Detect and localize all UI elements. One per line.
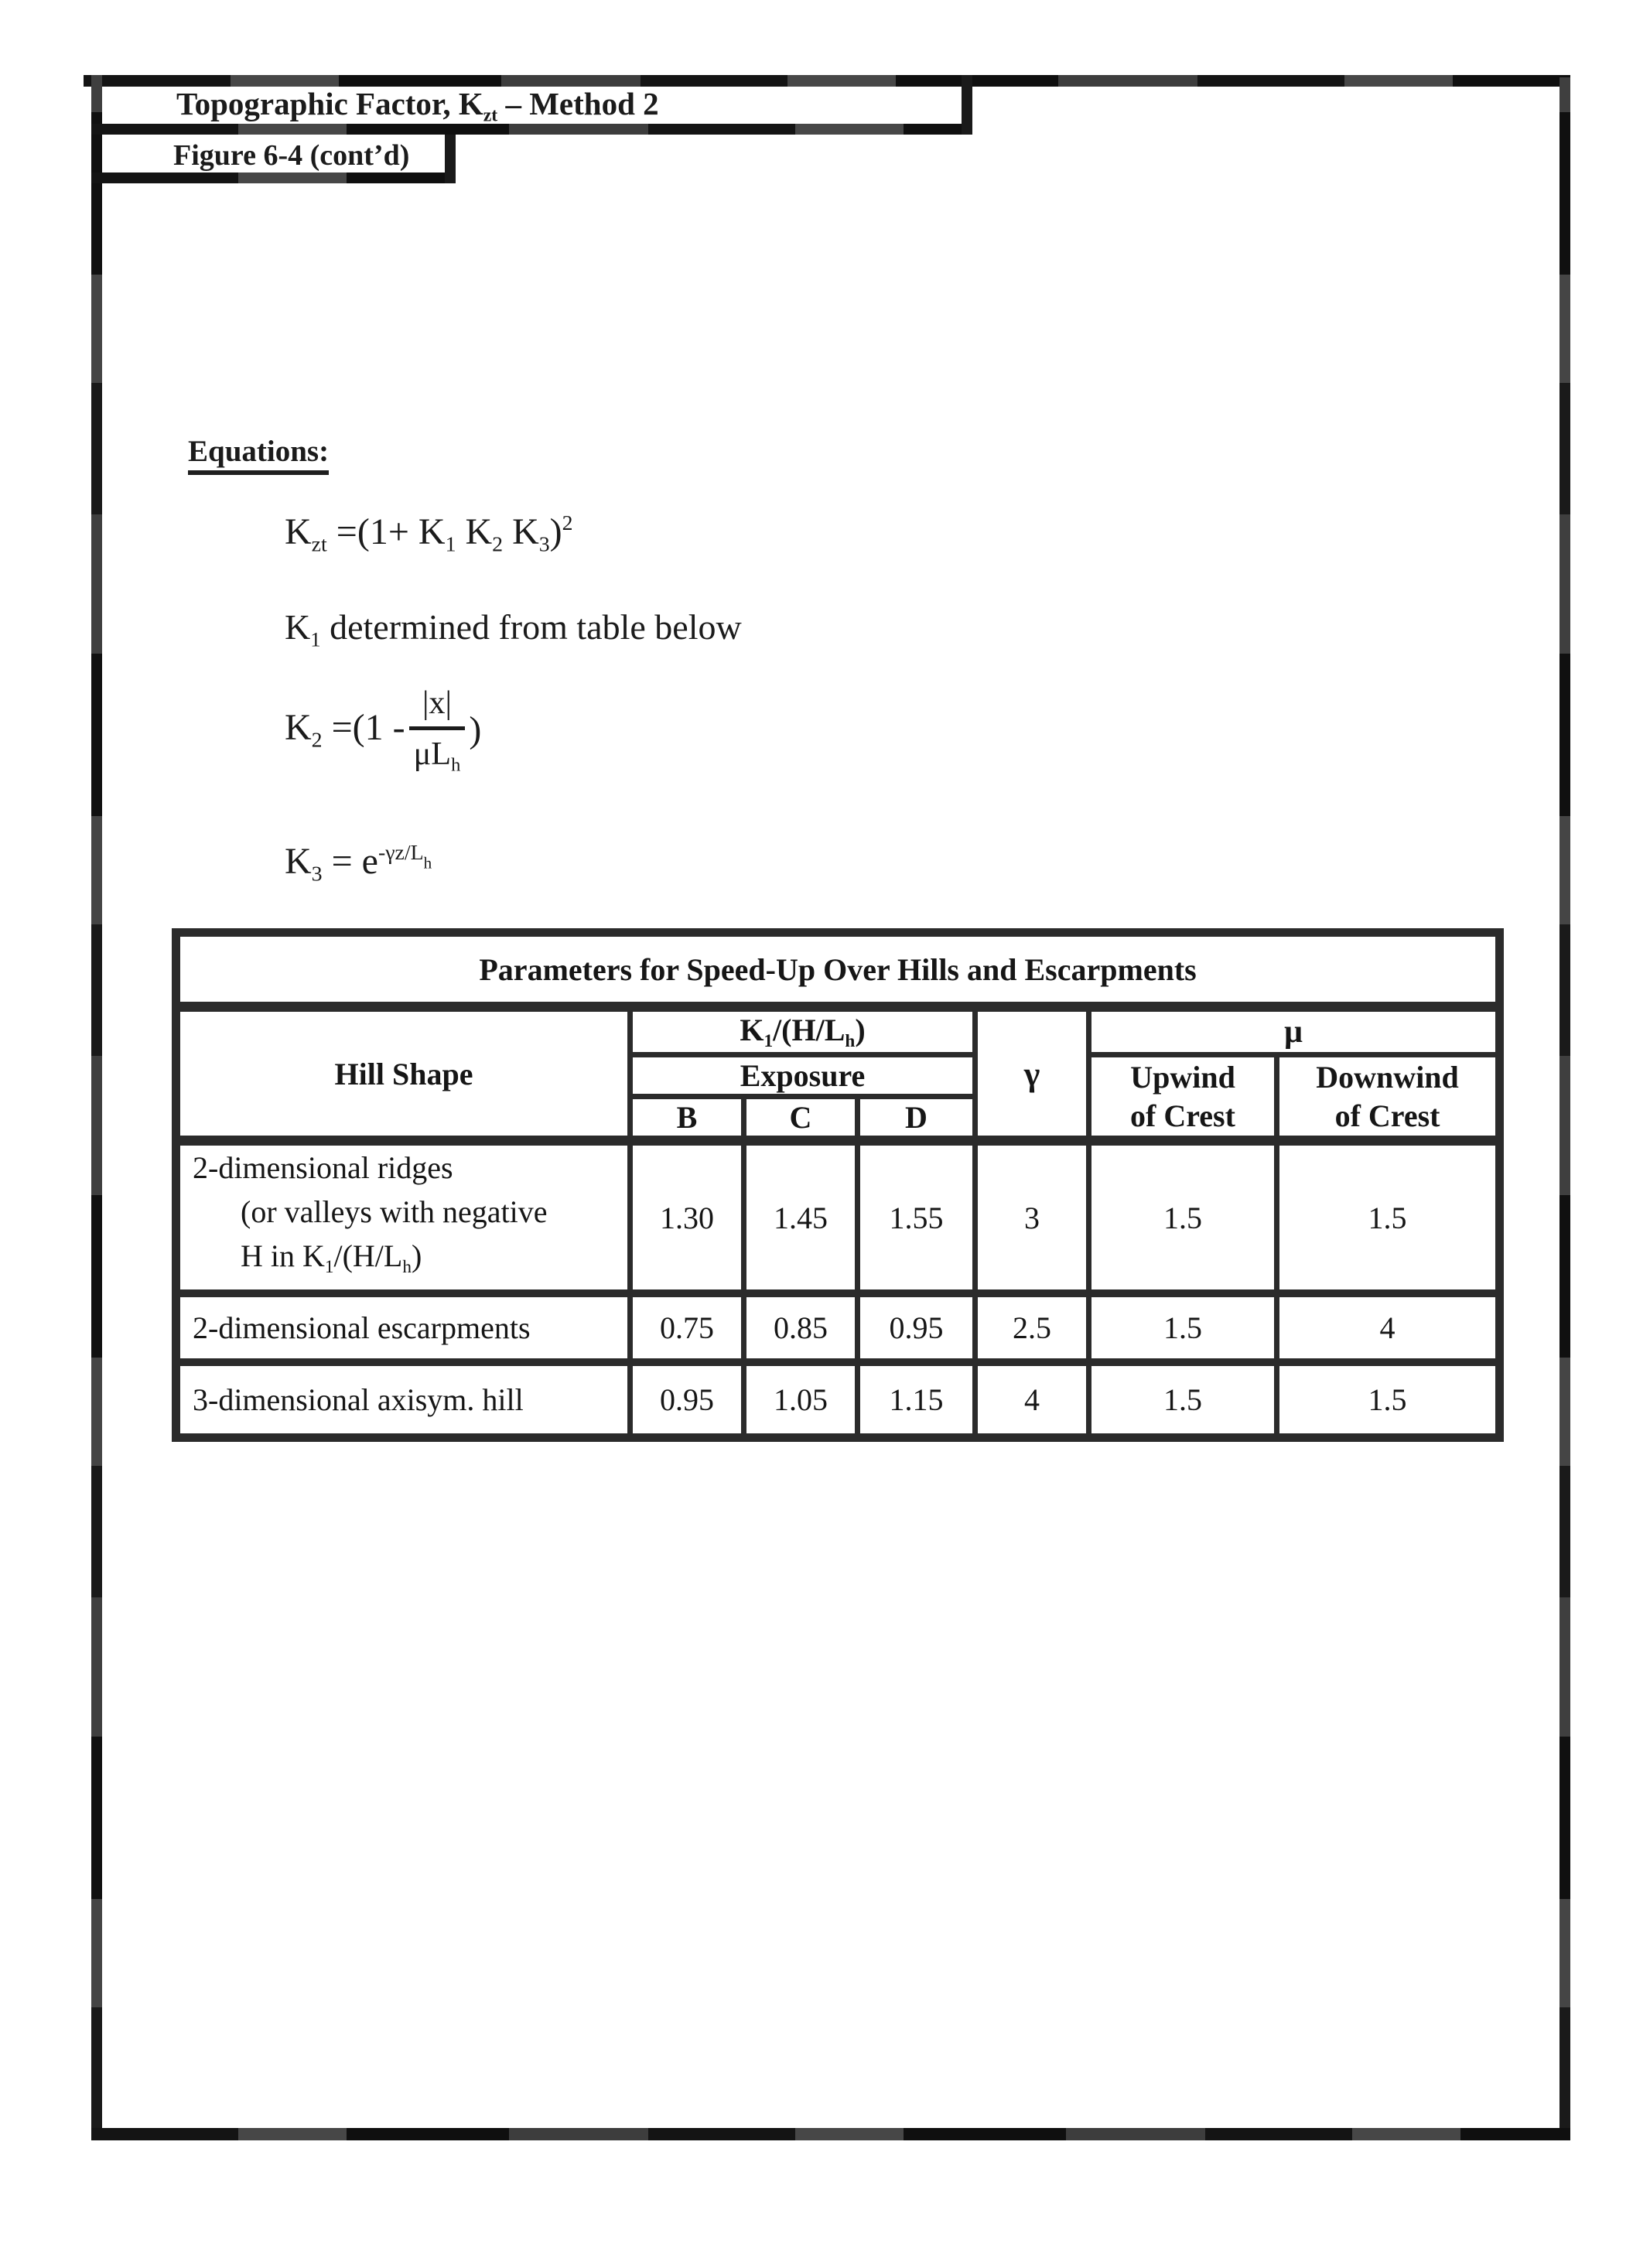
header-exposure-c: C [744,1097,858,1141]
equation-k2 [285,684,481,777]
table-row-escarpments [176,1293,1500,1362]
cell-upwind-value: 1.5 [1089,1362,1277,1437]
title-banner-right-border [962,75,972,135]
header-upwind-of-crest [1089,1055,1277,1141]
figure-label: Figure 6-4 (cont’d) [173,139,410,172]
cell-upwind-value: 1.5 [1089,1141,1277,1294]
document-title: Topographic Factor, $K_{zt}$ – Method 2 [176,86,659,126]
cell-hill-shape-label [176,1141,630,1294]
table-row-ridges [176,1141,1500,1294]
header-gamma: γ [975,1007,1089,1141]
equation-k1-note: $K_1$ determined from table below [285,607,742,651]
label-line: 2-dimensional escarpments [193,1310,531,1346]
cell-upwind-value: 1.5 [1089,1293,1277,1362]
figure-banner-bottom-border [91,172,456,183]
frame-right-border [1559,77,1570,2139]
cell-b-value: 0.95 [630,1362,744,1437]
title-banner-bottom-border [91,124,972,135]
cell-gamma-value: 3 [975,1141,1089,1294]
table-title: Parameters for Speed-Up Over Hills and Escarpments [176,933,1500,1007]
equations-heading-text: Equations: [188,434,329,475]
equation-k3: $K_3 = e^{-\gamma z/L}h$ [285,840,432,886]
cell-d-value: 0.95 [858,1293,975,1362]
header-hill-shape: Hill Shape [176,1007,630,1141]
header-downwind-line2: of Crest [1334,1098,1440,1133]
cell-downwind-value: 4 [1277,1293,1500,1362]
label-line: H in $K_1/(H/L_h)$ [241,1238,422,1278]
equation-k2-denominator: $\mu L_h$ [409,726,466,777]
header-exposure-b: B [630,1097,744,1141]
cell-hill-shape-label [176,1362,630,1437]
cell-c-value: 1.05 [744,1362,858,1437]
header-upwind-line1: Upwind [1130,1059,1235,1095]
header-exposure: Exposure [630,1055,975,1097]
equation-k2-numerator: |x| [422,685,452,721]
cell-downwind-value: 1.5 [1277,1141,1500,1294]
header-mu-group: μ [1089,1007,1500,1055]
table-row-axisym-hill [176,1362,1500,1437]
figure-banner-right-border [445,135,456,183]
cell-b-value: 1.30 [630,1141,744,1294]
equation-k2-fraction [409,684,466,777]
cell-c-value: 1.45 [744,1141,858,1294]
cell-gamma-value: 2.5 [975,1293,1089,1362]
equations-heading [188,434,329,475]
cell-c-value: 0.85 [744,1293,858,1362]
equation-k2-close-paren: ) [469,709,482,751]
parameters-table [172,928,1504,1442]
cell-hill-shape-label [176,1293,630,1362]
label-line: 3-dimensional axisym. hill [193,1382,524,1417]
frame-left-border [91,75,102,2139]
cell-d-value: 1.15 [858,1362,975,1437]
cell-b-value: 0.75 [630,1293,744,1362]
cell-d-value: 1.55 [858,1141,975,1294]
label-line: 2-dimensional ridges [193,1150,453,1186]
header-downwind-line1: Downwind [1316,1059,1459,1095]
equation-kzt: $K_{zt} =(1+ K_1$ $K_2$ $K_3)^2$ [285,511,573,557]
header-downwind-of-crest [1277,1055,1500,1141]
equation-k2-lhs: $K_2 =(1$ - [285,707,405,753]
header-k1-ratio-group: $K_1/(H/L_h)$ [630,1007,975,1055]
header-upwind-line2: of Crest [1130,1098,1235,1133]
cell-downwind-value: 1.5 [1277,1362,1500,1437]
cell-gamma-value: 4 [975,1362,1089,1437]
label-line: (or valleys with negative [241,1194,548,1230]
frame-bottom-border [91,2128,1570,2140]
header-exposure-d: D [858,1097,975,1141]
